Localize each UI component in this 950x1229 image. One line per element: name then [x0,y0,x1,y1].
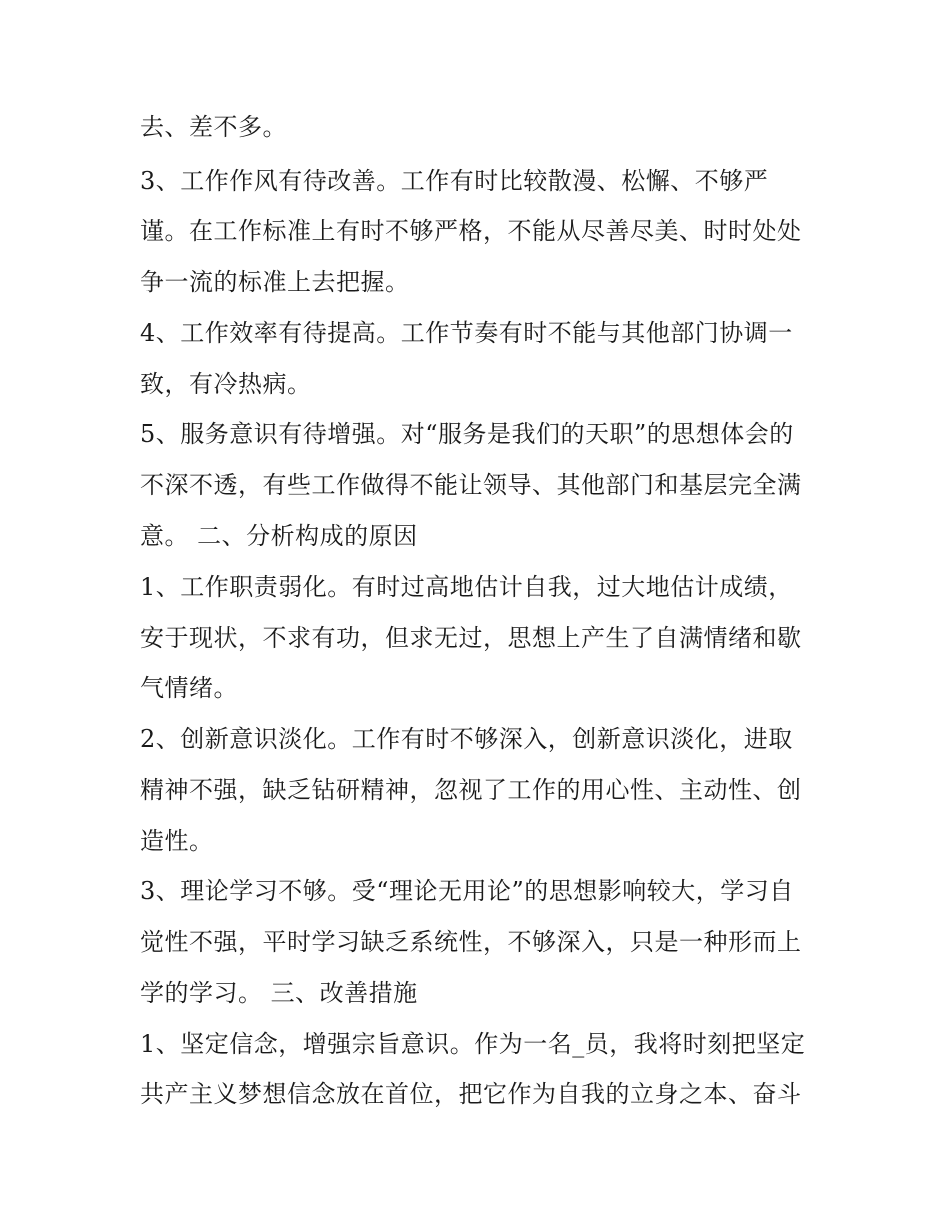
text-line: 3、工作作风有待改善。工作有时比较散漫、松懈、不够严 [140,167,769,195]
text-line: 1、工作职责弱化。有时过高地估计自我，过大地估计成绩， [140,573,793,601]
text-line: 精神不强，缺乏钻研精神，忽视了工作的用心性、主动性、创 [140,776,802,804]
text-line: 气情绪。 [140,674,238,702]
text-line: 1、坚定信念，增强宗旨意识。作为一名_员，我将时刻把坚定 [140,1030,806,1058]
text-line: 不深不透，有些工作做得不能让领导、其他部门和基层完全满 [140,471,802,499]
text-line: 安于现状，不求有功，但求无过，思想上产生了自满情绪和歇 [140,624,802,652]
text-line: 5、服务意识有待增强。对“服务是我们的天职”的思想体会的 [140,420,794,448]
text-line: 意。 二、分析构成的原因 [140,522,418,550]
text-line: 谨。在工作标准上有时不够严格，不能从尽善尽美、时时处处 [140,217,802,245]
text-line: 去、差不多。 [140,113,287,141]
text-line: 学的学习。 三、改善措施 [140,979,418,1007]
text-line: 争一流的标准上去把握。 [140,268,410,296]
text-line: 觉性不强，平时学习缺乏系统性，不够深入，只是一种形而上 [140,928,802,956]
text-line: 3、理论学习不够。受“理论无用论”的思想影响较大，学习自 [140,877,794,905]
text-line: 造性。 [140,827,214,855]
text-line: 致，有冷热病。 [140,370,312,398]
text-line: 2、创新意识淡化。工作有时不够深入，创新意识淡化，进取 [140,725,793,753]
text-line: 共产主义梦想信念放在首位，把它作为自我的立身之本、奋斗 [140,1080,802,1108]
text-line: 4、工作效率有待提高。工作节奏有时不能与其他部门协调一 [140,319,793,347]
